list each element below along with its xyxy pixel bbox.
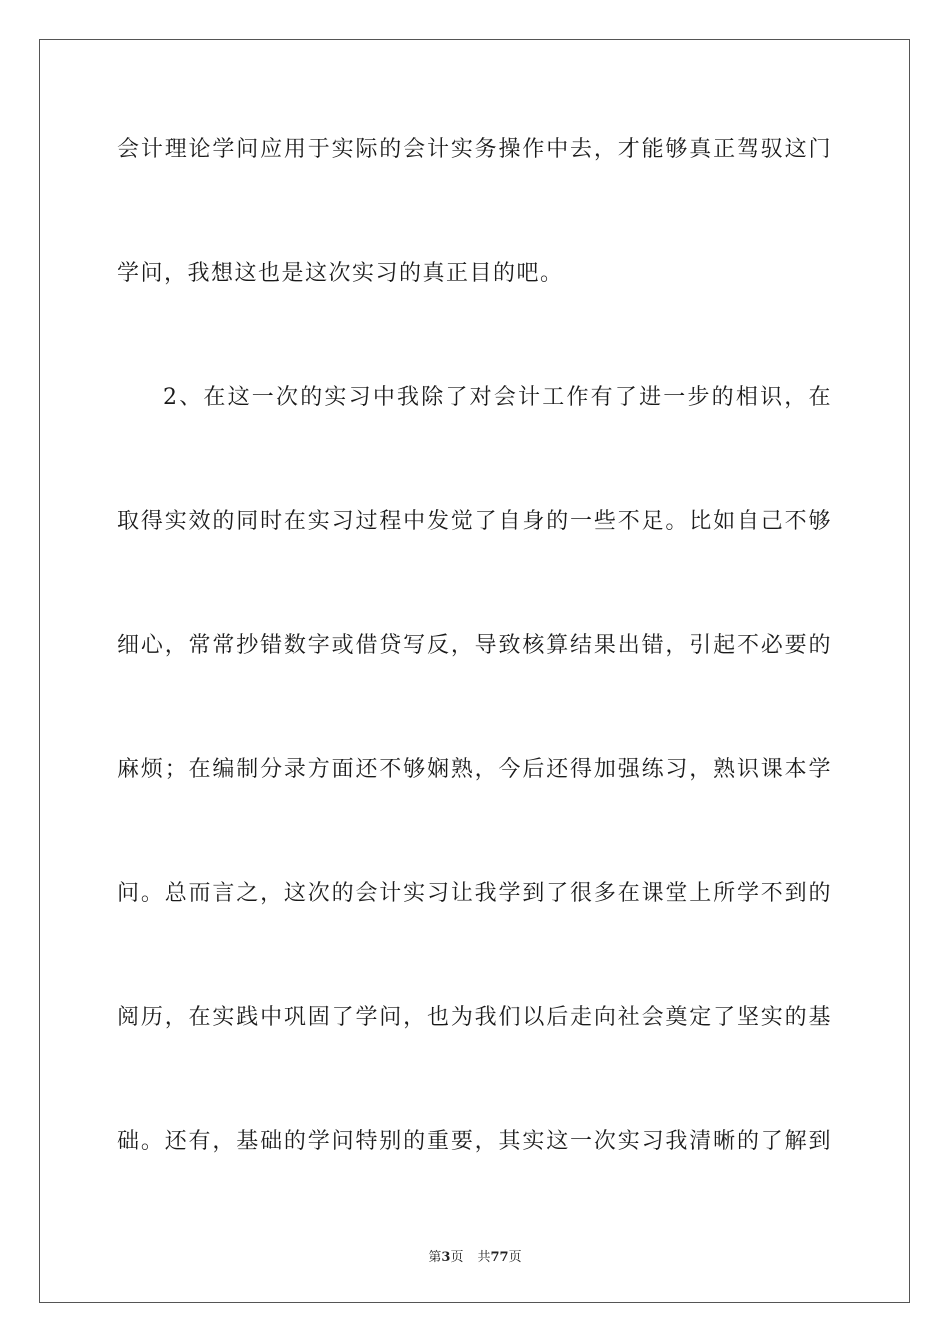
total-suffix: 页 (508, 1250, 522, 1265)
page-prefix: 第 (428, 1250, 442, 1265)
text-line-1: 会计理论学问应用于实际的会计实务操作中去，才能够真正驾驭这门 (117, 137, 831, 162)
text-line-3: 2、在这一次的实习中我除了对会计工作有了进一步的相识，在 (163, 385, 831, 410)
text-line-9: 础。还有，基础的学问特别的重要，其实这一次实习我清晰的了解到 (117, 1129, 831, 1154)
page-suffix: 页 (450, 1250, 464, 1265)
total-pages: 77 (490, 1250, 509, 1265)
text-line-4: 取得实效的同时在实习过程中发觉了自身的一些不足。比如自己不够 (117, 509, 831, 534)
page-footer (0, 1246, 950, 1265)
text-line-7: 问。总而言之，这次的会计实习让我学到了很多在课堂上所学不到的 (117, 881, 831, 906)
text-line-6: 麻烦；在编制分录方面还不够娴熟，今后还得加强练习，熟识课本学 (117, 757, 831, 782)
text-line-8: 阅历，在实践中巩固了学问，也为我们以后走向社会奠定了坚实的基 (117, 1005, 831, 1030)
text-line-2: 学问，我想这也是这次实习的真正目的吧。 (117, 261, 564, 286)
body-text (117, 124, 831, 1240)
page-number: 3 (441, 1250, 451, 1265)
total-prefix: 共 (477, 1250, 491, 1265)
text-line-5: 细心，常常抄错数字或借贷写反，导致核算结果出错，引起不必要的 (117, 633, 831, 658)
